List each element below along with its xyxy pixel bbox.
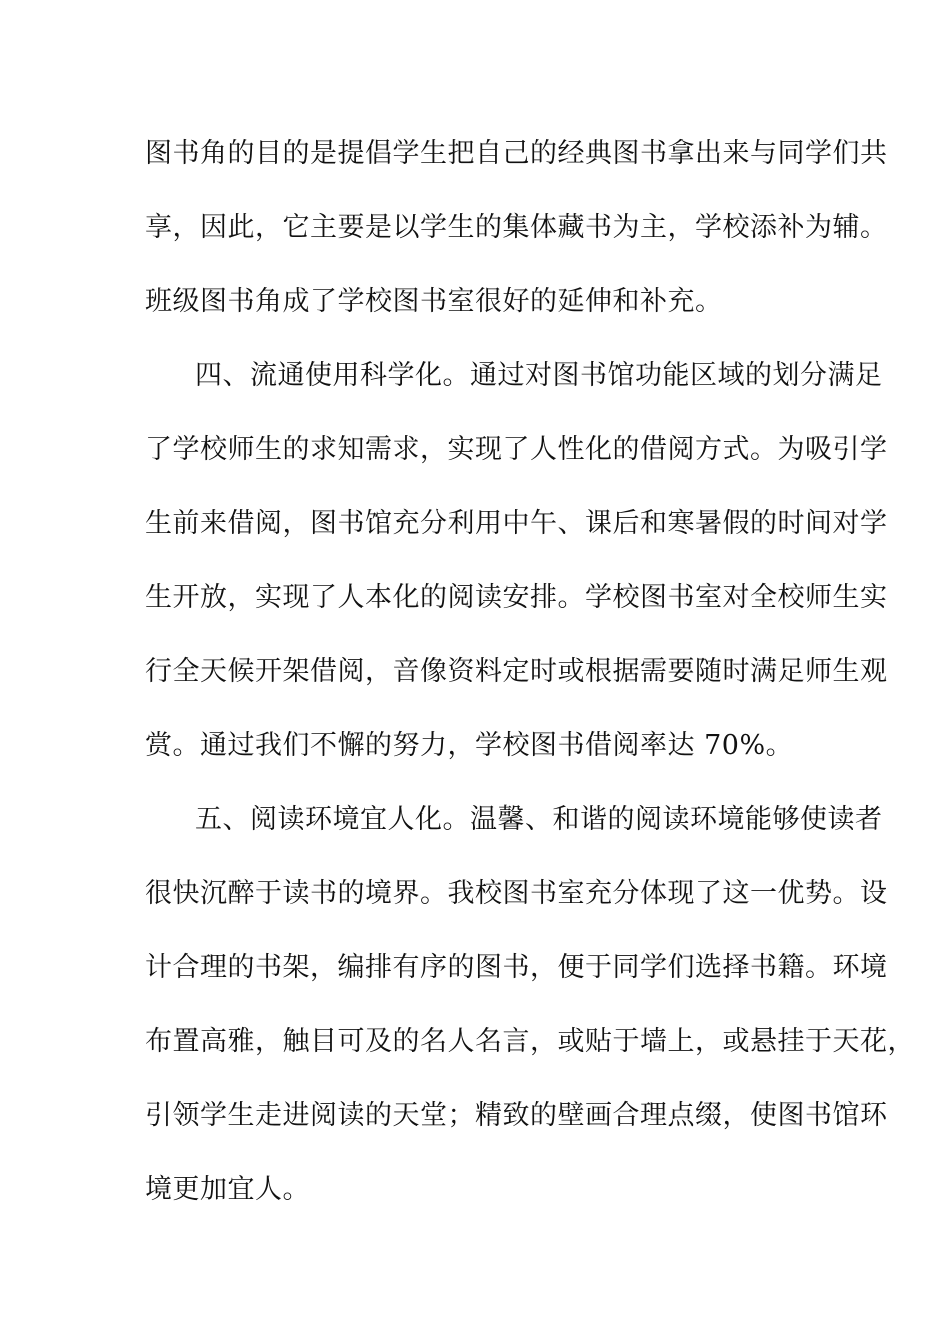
text-line: 了学校师生的求知需求，实现了人性化的借阅方式。为吸引学 bbox=[145, 434, 888, 465]
text-line: 享，因此，它主要是以学生的集体藏书为主，学校添补为辅。 bbox=[145, 212, 888, 243]
paragraph-start-line: 五、阅读环境宜人化。温馨、和谐的阅读环境能够使读者 bbox=[195, 804, 883, 835]
text-line: 班级图书角成了学校图书室很好的延伸和补充。 bbox=[145, 286, 723, 317]
text-line: 布置高雅，触目可及的名人名言，或贴于墙上，或悬挂于天花， bbox=[145, 1026, 915, 1057]
paragraph-start-line: 四、流通使用科学化。通过对图书馆功能区域的划分满足 bbox=[195, 360, 883, 391]
text-line: 图书角的目的是提倡学生把自己的经典图书拿出来与同学们共 bbox=[145, 138, 888, 169]
text-line: 赏。通过我们不懈的努力，学校图书借阅率达 70%。 bbox=[145, 730, 794, 761]
text-line: 行全天候开架借阅，音像资料定时或根据需要随时满足师生观 bbox=[145, 656, 888, 687]
text-line: 引领学生走进阅读的天堂；精致的壁画合理点缀，使图书馆环 bbox=[145, 1100, 888, 1131]
text-line: 境更加宜人。 bbox=[145, 1174, 310, 1205]
text-line: 计合理的书架，编排有序的图书，便于同学们选择书籍。环境 bbox=[145, 952, 888, 983]
text-line: 很快沉醉于读书的境界。我校图书室充分体现了这一优势。设 bbox=[145, 878, 888, 909]
text-line: 生前来借阅，图书馆充分利用中午、课后和寒暑假的时间对学 bbox=[145, 508, 888, 539]
text-line: 生开放，实现了人本化的阅读安排。学校图书室对全校师生实 bbox=[145, 582, 888, 613]
